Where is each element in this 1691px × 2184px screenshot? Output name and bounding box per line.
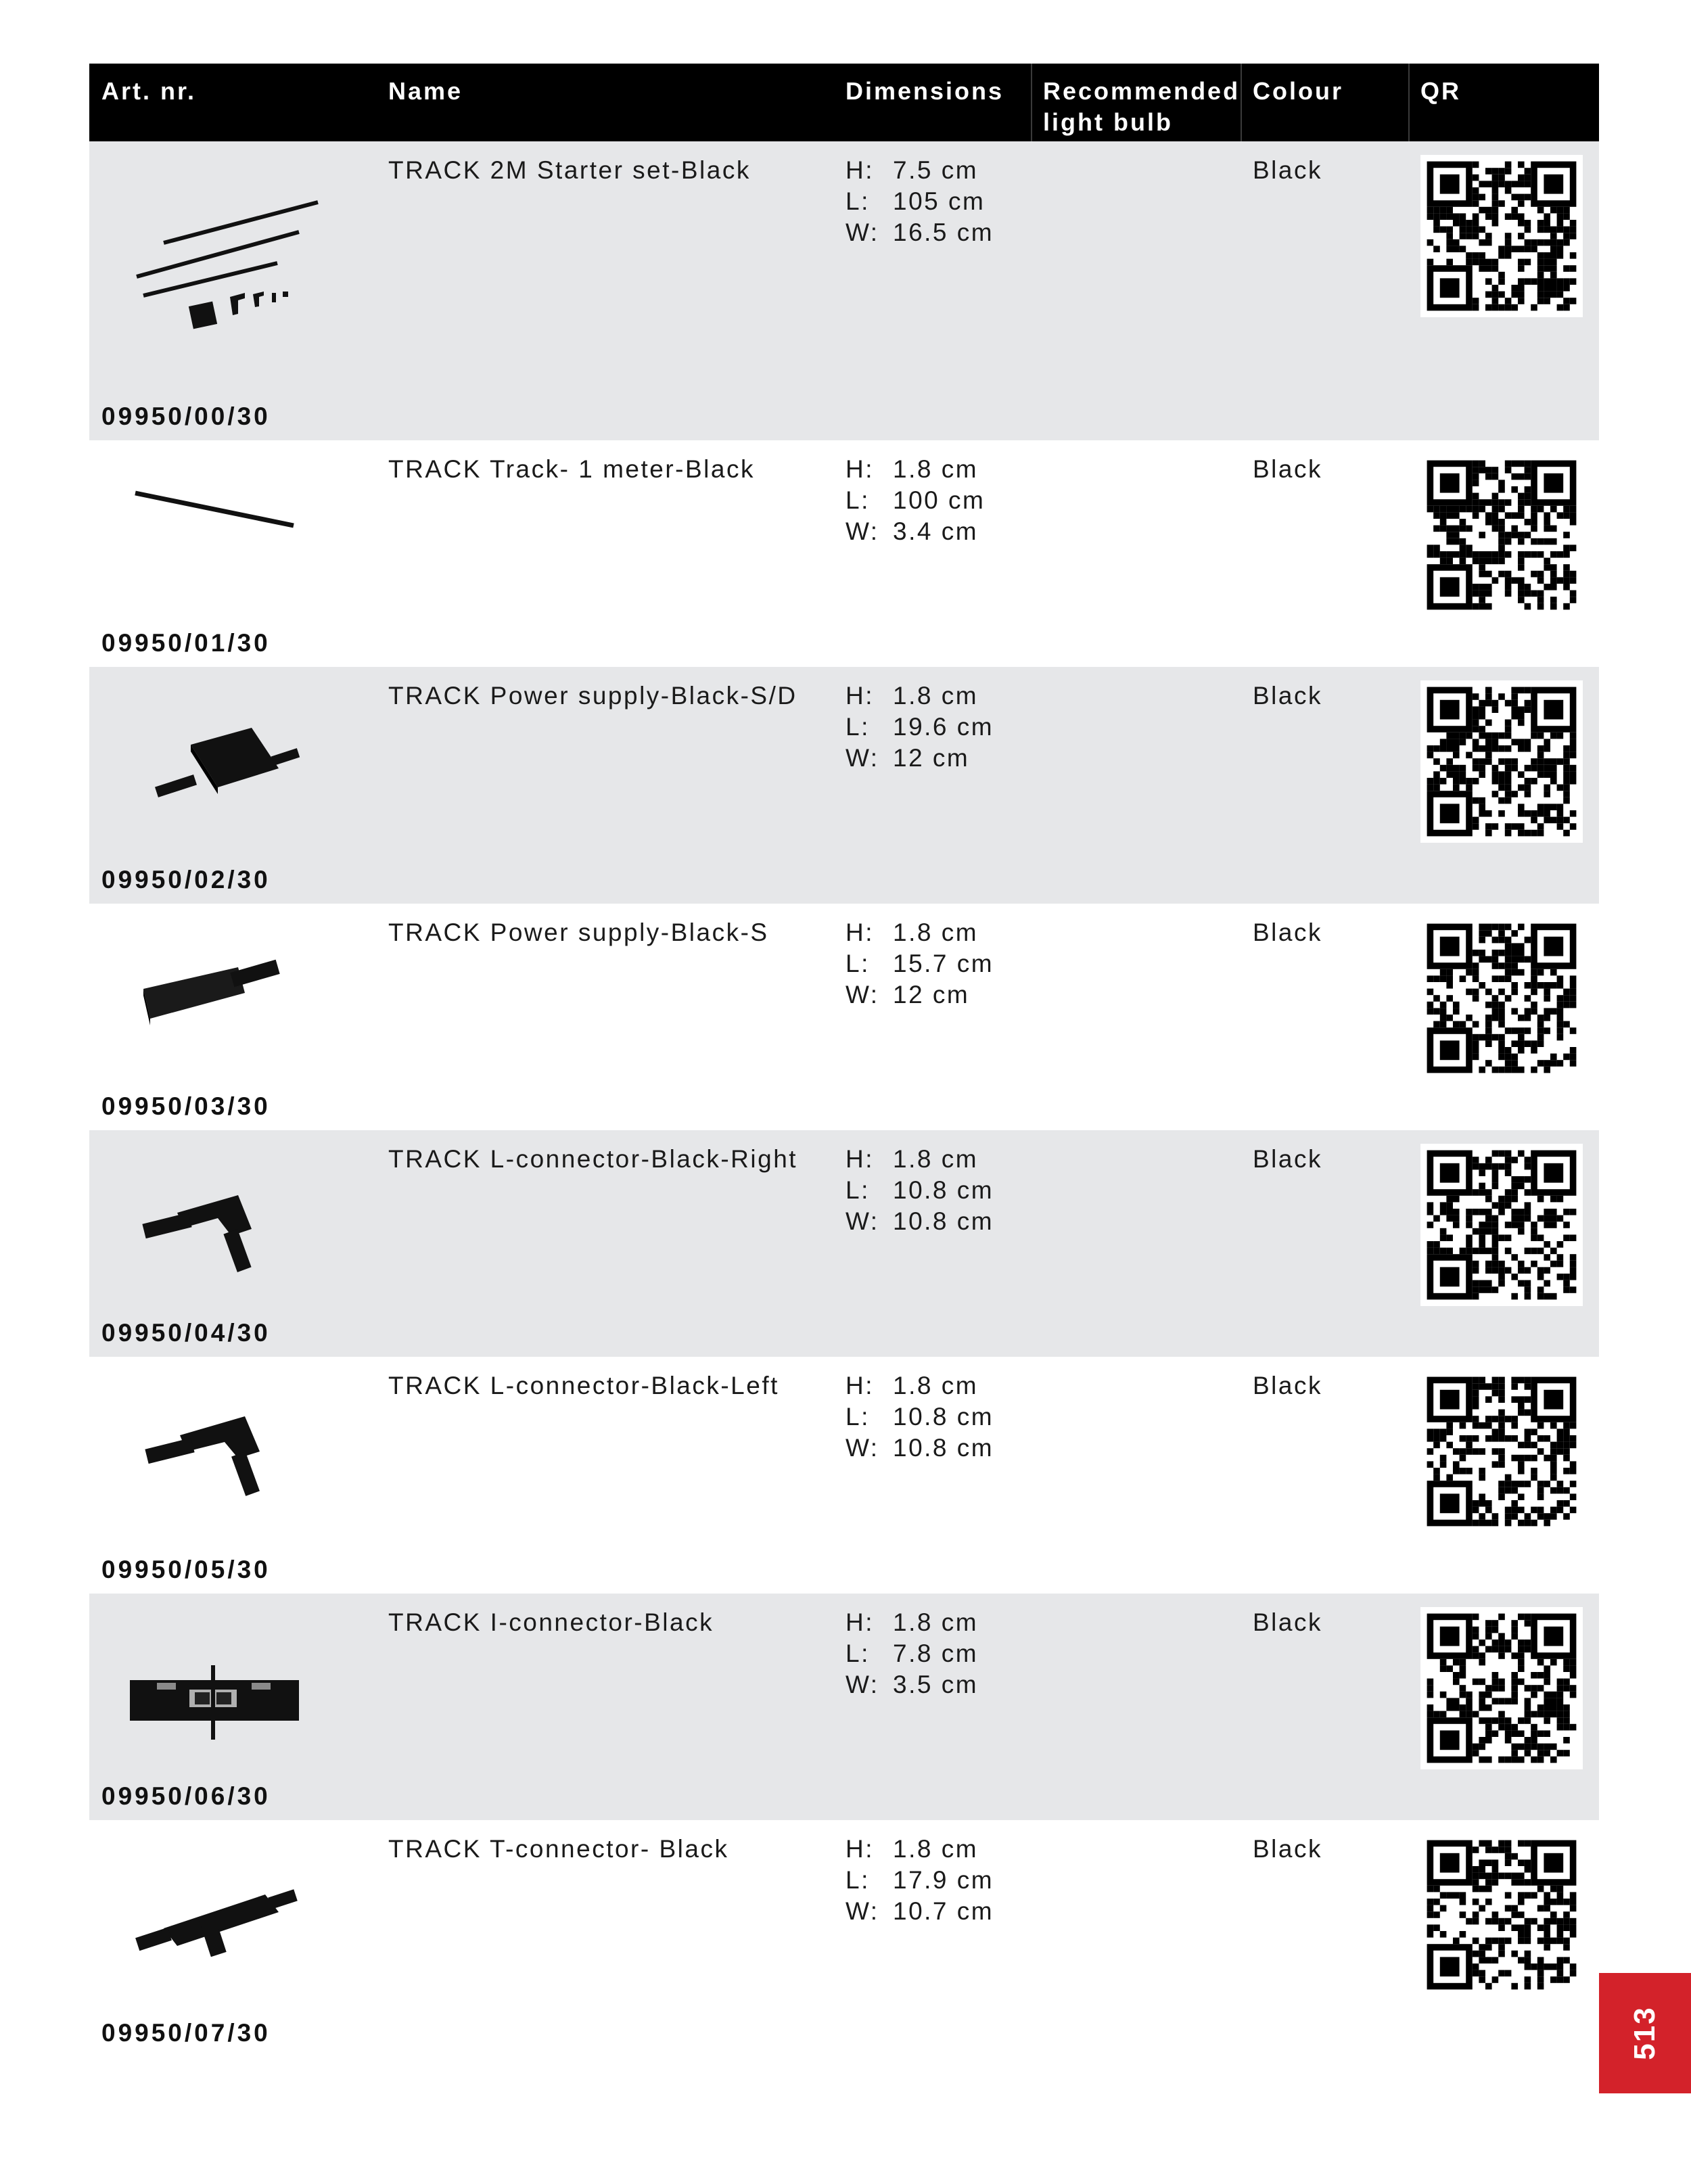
product-name: TRACK Track- 1 meter-Black [388, 455, 755, 483]
product-photo [110, 461, 333, 630]
product-photo [110, 1384, 333, 1553]
product-dimensions: H: 1.8 cm L: 10.8 cm W: 10.8 cm [846, 1145, 994, 1235]
article-number: 09950/00/30 [101, 402, 271, 430]
table-row [89, 1357, 1599, 1594]
product-dimensions: H: 1.8 cm L: 17.9 cm W: 10.7 cm [846, 1835, 994, 1925]
article-number: 09950/05/30 [101, 1556, 271, 1583]
product-dimensions: H: 1.8 cm L: 10.8 cm W: 10.8 cm [846, 1372, 994, 1462]
product-name: TRACK L-connector-Black-Right [388, 1145, 798, 1173]
product-name: TRACK Power supply-Black-S/D [388, 682, 797, 710]
product-name: TRACK T-connector- Black [388, 1835, 729, 1863]
table-row [89, 667, 1599, 904]
product-dimensions: H: 1.8 cm L: 7.8 cm W: 3.5 cm [846, 1608, 979, 1698]
product-colour: Black [1253, 1145, 1322, 1173]
product-colour: Black [1253, 156, 1322, 184]
page-number-tab [1599, 1973, 1691, 2093]
product-dimensions: H: 1.8 cm L: 15.7 cm W: 12 cm [846, 919, 994, 1008]
table-row [89, 1820, 1599, 2057]
product-dimensions: H: 7.5 cm L: 105 cm W: 16.5 cm [846, 156, 994, 246]
article-number: 09950/02/30 [101, 866, 271, 893]
header-colour: Colour [1241, 64, 1408, 141]
qr-code-icon[interactable] [1420, 1144, 1583, 1306]
product-name: TRACK I-connector-Black [388, 1608, 714, 1636]
table-row [89, 1594, 1599, 1820]
article-number: 09950/01/30 [101, 629, 271, 657]
product-photo [110, 175, 333, 344]
product-table [89, 64, 1599, 2057]
page-number: 513 [1628, 2006, 1661, 2060]
header-qr: QR [1408, 64, 1599, 141]
table-header [89, 64, 1599, 141]
product-photo [110, 1157, 333, 1326]
header-name: Name [388, 77, 463, 105]
product-photo [110, 931, 333, 1100]
product-name: TRACK L-connector-Black-Left [388, 1372, 779, 1399]
product-name: TRACK Power supply-Black-S [388, 919, 769, 946]
product-colour: Black [1253, 919, 1322, 946]
product-colour: Black [1253, 1835, 1322, 1863]
product-dimensions: H: 1.8 cm L: 100 cm W: 3.4 cm [846, 455, 986, 545]
product-colour: Black [1253, 1608, 1322, 1636]
product-colour: Black [1253, 455, 1322, 483]
table-row [89, 1130, 1599, 1357]
article-number: 09950/04/30 [101, 1319, 271, 1347]
qr-code-icon[interactable] [1420, 680, 1583, 843]
article-number: 09950/07/30 [101, 2019, 271, 2047]
product-photo [110, 1847, 333, 2016]
table-row [89, 904, 1599, 1130]
table-row [89, 440, 1599, 667]
product-colour: Black [1253, 682, 1322, 710]
article-number: 09950/06/30 [101, 1782, 271, 1810]
qr-code-icon[interactable] [1420, 1370, 1583, 1533]
qr-code-icon[interactable] [1420, 454, 1583, 616]
header-art-nr: Art. nr. [101, 77, 197, 105]
qr-code-icon[interactable] [1420, 155, 1583, 317]
product-photo [110, 1621, 333, 1790]
table-row [89, 141, 1599, 440]
qr-code-icon[interactable] [1420, 917, 1583, 1079]
product-photo [110, 701, 333, 870]
header-dimensions: Dimensions [846, 77, 1004, 105]
header-recommended-bulb: Recommended light bulb [1031, 64, 1241, 141]
product-name: TRACK 2M Starter set-Black [388, 156, 751, 184]
qr-code-icon[interactable] [1420, 1607, 1583, 1769]
article-number: 09950/03/30 [101, 1092, 271, 1120]
qr-code-icon[interactable] [1420, 1834, 1583, 1996]
product-dimensions: H: 1.8 cm L: 19.6 cm W: 12 cm [846, 682, 994, 772]
product-colour: Black [1253, 1372, 1322, 1399]
